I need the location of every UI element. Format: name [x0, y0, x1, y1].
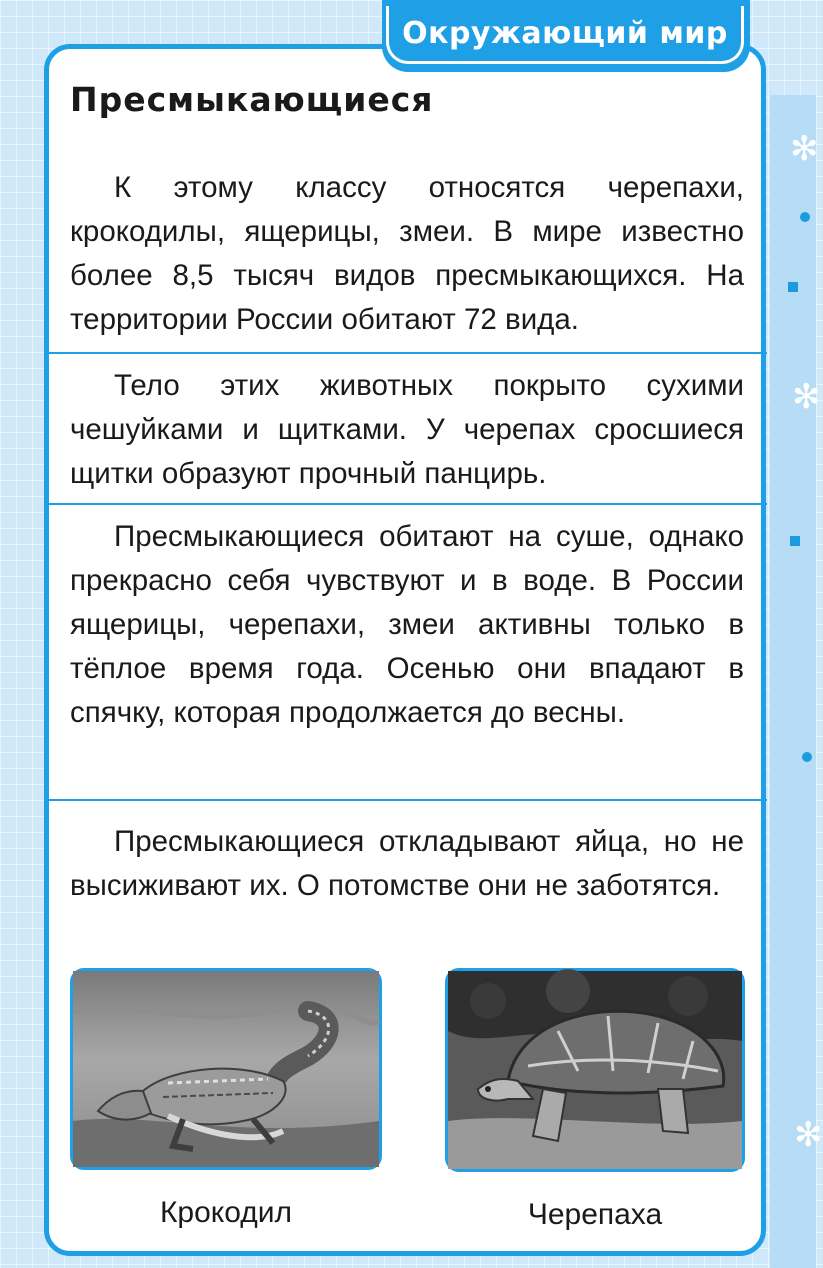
section-divider — [49, 503, 767, 505]
decorative-side-strip — [770, 95, 816, 1268]
square-icon — [790, 536, 800, 546]
snowflake-icon: ✻ — [792, 377, 821, 417]
tortoise-caption: Черепаха — [527, 1198, 663, 1231]
section-divider — [49, 352, 767, 354]
snowflake-icon: ✻ — [794, 1115, 823, 1155]
section-divider — [49, 799, 767, 801]
dot-icon — [800, 212, 810, 222]
crocodile-photo — [70, 968, 382, 1170]
tortoise-illustration — [448, 971, 742, 1169]
tortoise-photo — [445, 968, 745, 1172]
dot-icon — [802, 752, 812, 762]
square-icon — [788, 282, 798, 292]
snowflake-icon: ✻ — [790, 129, 819, 169]
subject-tab: Окружающий мир — [386, 6, 744, 64]
paragraph-reproduction: Пресмыкающиеся откладывают яйца, но не высиживают их. О потомстве они не заботятся. — [70, 825, 744, 902]
paragraph-habitat: Пресмыкающиеся обитают на суше, однако прекрасно себя чувствуют и в воде. В России ящерицы, черепахи, змеи активны только в тёплое время года. Осенью они впадают в спячку, которая продолжается до весны. — [70, 520, 744, 729]
crocodile-caption: Крокодил — [159, 1196, 293, 1229]
paragraph-body-covering: Тело этих животных покрыто сухими чешуйками и щитками. У черепах сросшиеся щитки образуют прочный панцирь. — [70, 369, 744, 490]
paragraph-classification: К этому классу относятся черепахи, крокодилы, ящерицы, змеи. В мире известно более 8,5 тысяч видов пресмыкающихся. На территории России обитают 72 вида. — [70, 171, 744, 336]
crocodile-illustration — [73, 971, 379, 1167]
page-title: Пресмыкающиеся — [70, 80, 434, 119]
